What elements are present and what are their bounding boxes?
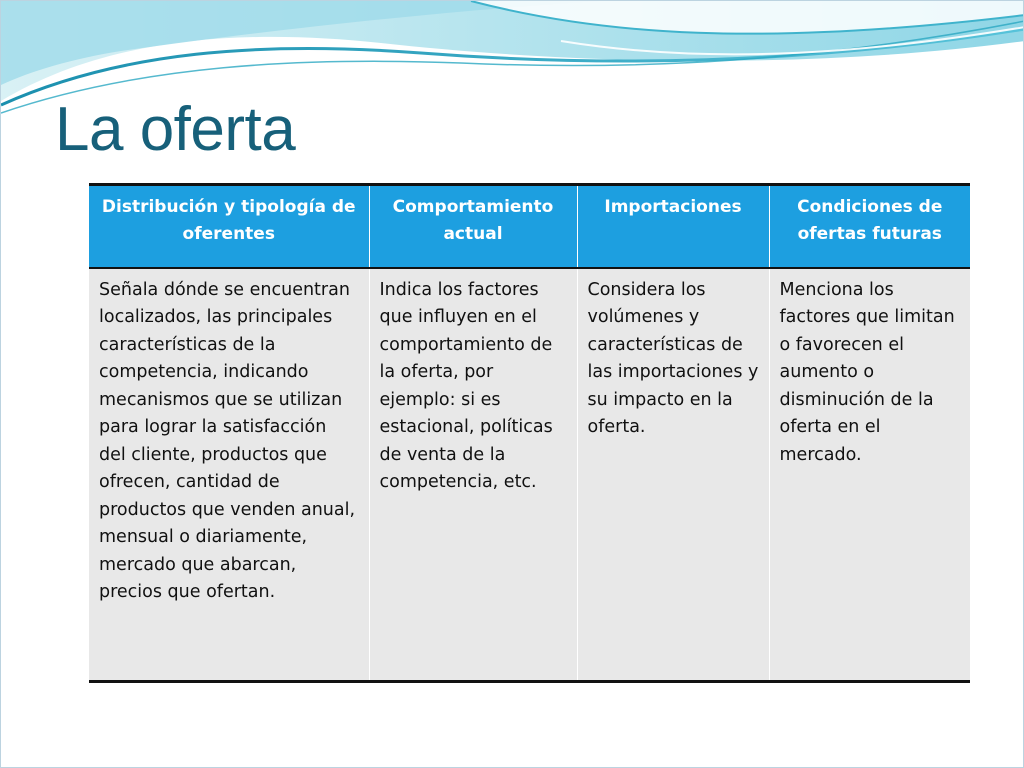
cell-condiciones: Menciona los factores que limitan o favorecen el aumento o disminución de la oferta en el mercado. [769,268,970,682]
table-row [89,268,970,682]
header-distribucion: Distribución y tipología de oferentes [89,185,369,268]
offer-table [89,183,970,683]
table-header-row [89,185,970,268]
slide-title: La oferta [55,95,296,164]
cell-distribucion: Señala dónde se encuentran localizados, las principales características de la competencia, indicando mecanismos que se utilizan para lograr la satisfacción del cliente, productos que ofrecen, cantidad de productos que venden anual, mensual o diariamente, mercado que abarcan, precios que ofertan. [89,268,369,682]
cell-comportamiento: Indica los factores que influyen en el comportamiento de la oferta, por ejemplo: si es estacional, políticas de venta de la competencia, etc. [369,268,577,682]
header-condiciones: Condiciones de ofertas futuras [769,185,970,268]
header-comportamiento: Comportamiento actual [369,185,577,268]
cell-importaciones: Considera los volúmenes y características de las importaciones y su impacto en la oferta. [577,268,769,682]
header-importaciones: Importaciones [577,185,769,268]
